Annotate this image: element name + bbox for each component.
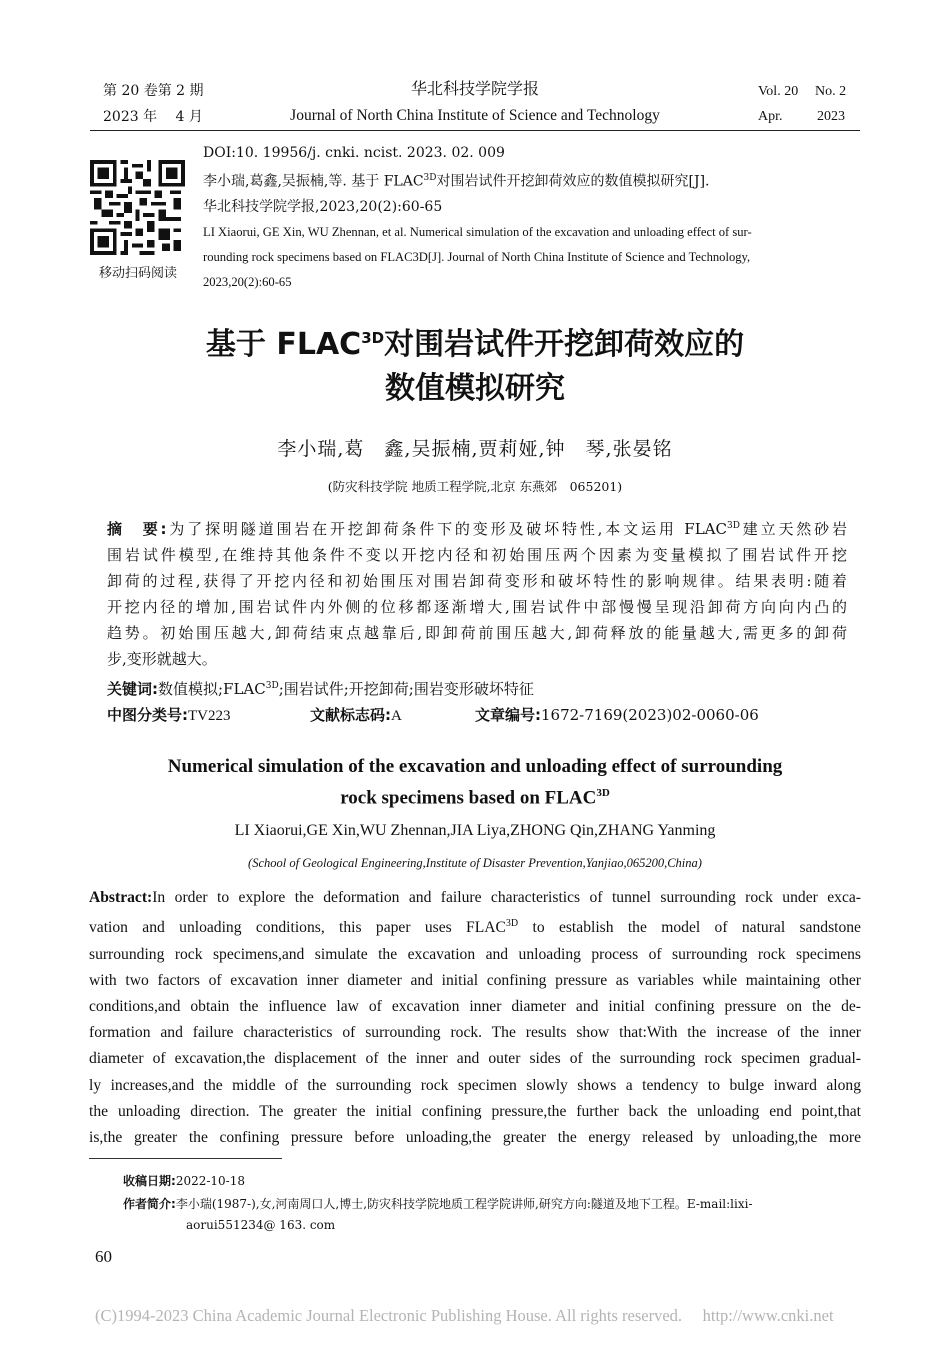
keywords-cn: 关键词:数值模拟$;FLAC^{3D}$;围岩试件;开挖卸荷;围岩变形破坏特征 (107, 680, 534, 698)
classification-doc: 文献标志码:A (310, 706, 402, 724)
abstract-en-line: diameter of excavation,the displacement of the inner and outer sides of the surrounding rock specimen gradual- (89, 1050, 861, 1068)
citation-cn-line1: 李小瑞,葛鑫,吴振楠,等. 基于 $FLAC^{3D}$对围岩试件开挖卸荷效应的数值模拟研究[J]. (203, 173, 710, 190)
abstract-cn-line2: 围岩试件模型,在维持其他条件不变以开挖内径和初始围压两个因素为变量模拟了围岩试件开挖 (107, 546, 847, 564)
abstract-cn-line3: 卸荷的过程,获得了开挖内径和初始围压对围岩卸荷变形和破坏特性的影响规律。结果表明:随着 (107, 572, 847, 590)
abstract-cn (107, 513, 847, 672)
qr-code[interactable] (90, 160, 185, 255)
abstract-en-line: is,the greater the confining pressure before unloading,the greater the energy released by unloading,the more (89, 1129, 861, 1147)
title-en-line2: rock specimens based on $FLAC^{3D}$ (340, 787, 610, 809)
title-en-line1: Numerical simulation of the excavation and unloading effect of surrounding (167, 756, 783, 777)
abstract-en-line: Abstract:In order to explore the deformation and failure characteristics of tunnel surrounding rock under exca- (89, 889, 861, 906)
abstract-en (89, 885, 861, 1151)
classification-article: 文章编号:1672-7169(2023)02-0060-06 (475, 706, 759, 724)
abstract-cn-line1: 摘 要:为了探明隧道围岩在开挖卸荷条件下的变形及破坏特性,本文运用 $FLAC^{3D}$建立天然砂岩 (107, 520, 847, 538)
footnote-rule (89, 1158, 282, 1159)
qr-label: 移动扫码阅读 (98, 266, 177, 281)
year-en: 2023 (817, 109, 845, 124)
journal-title-en: Journal of North China Institute of Science and Technology (290, 107, 660, 124)
abstract-cn-line4: 开挖内径的增加,围岩试件内外侧的位移都逐渐增大,围岩试件中部慢慢呈现沿卸荷方向向内凸的 (107, 598, 847, 616)
authors-en: LI Xiaorui,GE Xin,WU Zhennan,JIA Liya,ZHONG Qin,ZHANG Yanming (234, 822, 716, 839)
month-en: Apr. (758, 109, 783, 124)
affiliation-en: (School of Geological Engineering,Institute of Disaster Prevention,Yanjiao,065200,China) (248, 856, 702, 870)
title-cn (60, 316, 890, 411)
abstract-en-line: conditions,and obtain the influence law of excavation inner diameter and initial confining pressure on the de- (89, 998, 861, 1015)
affiliation-cn: (防灾科技学院 地质工程学院,北京 东燕郊 065201) (327, 479, 623, 494)
issue-en: No. 2 (815, 84, 847, 99)
abstract-en-line: ly increases,and the middle of the surrounding rock specimen slowly shows a tendency to bulge inward along (89, 1076, 861, 1094)
citation-cn-line2: 华北科技学院学报,2023,20(2):60-65 (203, 198, 443, 215)
authors-cn: 李小瑞,葛 鑫,吴振楠,贾莉娅,钟 琴,张晏铭 (277, 438, 673, 460)
date-cn: 2023 年 4 月 (103, 109, 203, 125)
abstract-cn-line5: 趋势。初始围压越大,卸荷结束点越靠后,即卸荷前围压越大,卸荷释放的能量越大,需更多的卸荷 (107, 624, 847, 642)
abstract-en-line: formation and failure characteristics of surrounding rock. The results show that:With the increase of the inner (89, 1024, 861, 1042)
citation-en-line2: rounding rock specimens based on FLAC3D[J]. Journal of North China Institute of Science and Technology, (203, 249, 751, 264)
abstract-en-line: surrounding rock specimens,and simulate the excavation and unloading process of surrounding rock specimens (89, 945, 861, 963)
classification-clc: 中图分类号:TV223 (107, 706, 231, 724)
citation-block (203, 141, 860, 295)
page-number: 60 (95, 1247, 112, 1266)
title-cn-line2: 数值模拟研究 (385, 371, 565, 406)
copyright-watermark: (C)1994-2023 China Academic Journal Electronic Publishing House. All rights reserved. http://www.cnki.net (95, 1306, 834, 1325)
header-rule (90, 130, 860, 131)
abstract-en-line: the unloading direction. The greater the initial confining pressure,the further back the unloading end point,that (89, 1102, 861, 1120)
footnote-author-email[interactable]: aorui551234@ 163. com (186, 1218, 336, 1232)
abstract-cn-line6: 步,变形就越大。 (107, 650, 217, 668)
journal-title-cn: 华北科技学院学报 (410, 79, 539, 98)
volume-issue-cn: 第 20 卷第 2 期 (103, 83, 204, 99)
title-en (60, 753, 890, 811)
citation-en-line1: LI Xiaorui, GE Xin, WU Zhennan, et al. Numerical simulation of the excavation and unloading effect of sur- (203, 224, 752, 239)
abstract-en-line: vation and unloading conditions, this paper uses $FLAC^{3D}$ to establish the model of natural sandstone (89, 918, 861, 937)
volume-en: Vol. 20 (758, 84, 799, 99)
abstract-en-line: with two factors of excavation inner diameter and initial confining pressure as variables while maintaining other (89, 971, 861, 989)
footnote-received: 收稿日期:2022-10-18 (123, 1174, 245, 1188)
doi[interactable]: DOI:10. 19956/j. cnki. ncist. 2023. 02. 009 (203, 145, 505, 161)
footnote-author: 作者简介:李小瑞(1987-),女,河南周口人,博士,防灾科技学院地质工程学院讲师,研究方向:隧道及地下工程。E-mail:lixi- (123, 1197, 753, 1211)
citation-en-line3: 2023,20(2):60-65 (203, 274, 292, 289)
title-cn-line1: 基于 $FLAC^{3D}$对围岩试件开挖卸荷效应的 (205, 327, 745, 362)
